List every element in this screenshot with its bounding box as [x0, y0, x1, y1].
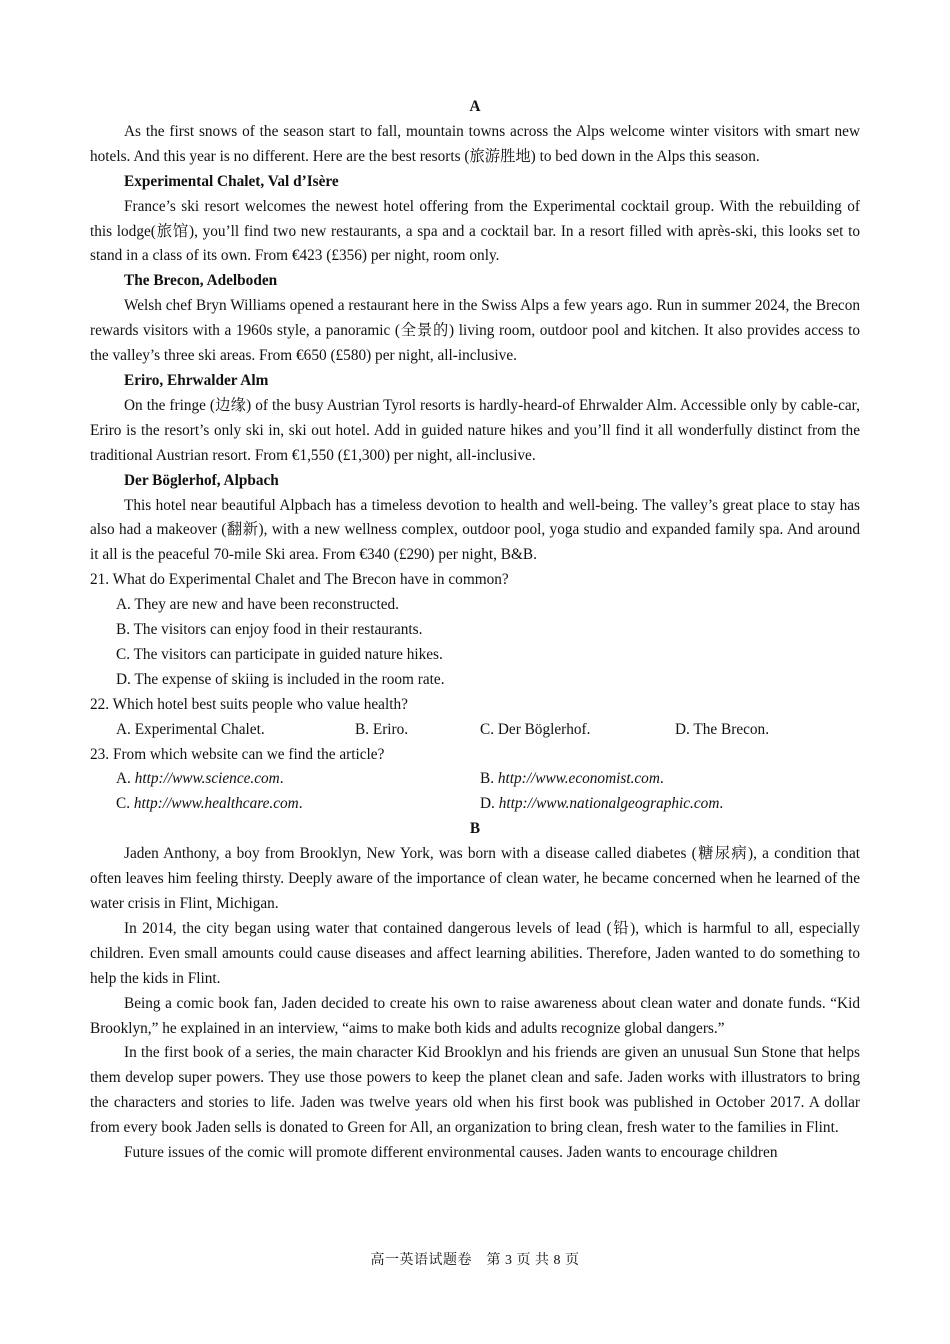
question-23-row-1	[90, 767, 860, 792]
question-23-option-c: C. http://www.healthcare.com.	[116, 795, 303, 813]
section-b-heading: B	[469, 820, 481, 838]
hotel-3-name: Eriro, Ehrwalder Alm	[124, 371, 269, 389]
question-21-option-a: A. They are new and have been reconstructed.	[116, 596, 400, 614]
section-b-paragraph-3: Being a comic book fan, Jaden decided to create his own to raise awareness about clean water and donate funds. “Kid Brooklyn,” he explained in an interview, “aims to make both kids and adults recognize global dangers.”	[90, 994, 860, 1037]
option-url: http://www.economist.com	[497, 770, 660, 788]
section-b-paragraph-4: In the first book of a series, the main character Kid Brooklyn and his friends are given an unusual Sun Stone that helps them develop super powers. They use those powers to keep the planet clean and safe. Jaden works with illustrators to bring the characters and stories to life. Jaden was twelve years old when his first book was published in October 2017. A dollar from every book Jaden sells is donated to Green for All, an organization to bring clean, fresh water to the families in Flint.	[90, 1044, 860, 1137]
question-22-option-d: D. The Brecon.	[675, 720, 770, 738]
question-21-option-d: D. The expense of skiing is included in the room rate.	[116, 670, 445, 688]
hotel-2-name: The Brecon, Adelboden	[124, 272, 278, 290]
question-21-stem: 21. What do Experimental Chalet and The Brecon have in common?	[90, 571, 509, 589]
question-21-option-c: C. The visitors can participate in guided nature hikes.	[116, 645, 443, 663]
hotel-4-text: This hotel near beautiful Alpbach has a timeless devotion to health and well-being. The valley’s great place to stay has also had a makeover (翻新), with a new wellness complex, outdoor pool, yoga studio and expanded family spa. And around it all is the peaceful 70-mile Ski area. From €340 (£290) per night, B&B.	[90, 496, 860, 564]
option-url: http://www.science.com	[134, 770, 280, 788]
section-b-paragraph-5: Future issues of the comic will promote different environmental causes. Jaden wants to encourage children	[124, 1144, 778, 1162]
question-22-option-a: A. Experimental Chalet.	[116, 720, 265, 738]
option-letter: D.	[480, 795, 495, 813]
option-letter: C.	[116, 795, 131, 813]
option-letter: A.	[116, 770, 131, 788]
question-22-options	[90, 718, 860, 743]
question-23-option-d: D. http://www.nationalgeographic.com.	[480, 795, 724, 813]
page-footer: 高一英语试题卷 第 3 页 共 8 页	[370, 1253, 580, 1268]
section-a-intro: As the first snows of the season start to fall, mountain towns across the Alps welcome winter visitors with smart new hotels. And this year is no different. Here are the best resorts (旅游胜地) to bed down in the Alps this season.	[90, 122, 860, 165]
question-23-stem: 23. From which website can we find the article?	[90, 745, 385, 763]
question-22-option-c: C. Der Böglerhof.	[480, 720, 591, 738]
hotel-1-text: France’s ski resort welcomes the newest hotel offering from the Experimental cocktail group. With the rebuilding of this lodge(旅馆), you’ll find two new restaurants, a spa and a cocktail bar. In a resort filled with après-ski, this looks set to stand in a class of its own. From €423 (£356) per night, room only.	[90, 197, 860, 265]
section-b-paragraph-2: In 2014, the city began using water that contained dangerous levels of lead (铅), which is harmful to all, especially children. Even small amounts could cause diseases and affect learning abilities. Therefore, Jaden wanted to do something to help the kids in Flint.	[90, 919, 860, 987]
question-23-option-a: A. http://www.science.com.	[116, 770, 284, 788]
option-letter: B.	[480, 770, 495, 788]
question-21-option-b: B. The visitors can enjoy food in their restaurants.	[116, 621, 423, 639]
hotel-3-text: On the fringe (边缘) of the busy Austrian Tyrol resorts is hardly-heard-of Ehrwalder Alm. Accessible only by cable-car, Eriro is the resort’s only ski in, ski out hotel. Add in guided nature hikes and you’ll find it all wonderfully distinct from the traditional Austrian resort. From €1,550 (£1,300) per night, all-inclusive.	[90, 396, 860, 464]
hotel-2-text: Welsh chef Bryn Williams opened a restaurant here in the Swiss Alps a few years ago. Run in summer 2024, the Brecon rewards visitors with a 1960s style, a panoramic (全景的) living room, outdoor pool and kitchen. It also provides access to the valley’s three ski areas. From €650 (£580) per night, all-inclusive.	[90, 297, 860, 365]
section-b-paragraph-1: Jaden Anthony, a boy from Brooklyn, New York, was born with a disease called diabetes (糖尿病), a condition that often leaves him feeling thirsty. Deeply aware of the importance of clean water, he became concerned when he learned of the water crisis in Flint, Michigan.	[90, 845, 860, 912]
option-url: http://www.healthcare.com	[133, 795, 299, 813]
question-23-option-b: B. http://www.economist.com.	[480, 770, 664, 788]
exam-page	[90, 95, 860, 1166]
hotel-1-name: Experimental Chalet, Val d’Isère	[124, 172, 339, 190]
section-a-heading: A	[469, 98, 481, 115]
question-22-stem: 22. Which hotel best suits people who value health?	[90, 695, 408, 713]
question-23-row-2	[90, 792, 860, 817]
hotel-4-name: Der Böglerhof, Alpbach	[124, 471, 279, 489]
option-url: http://www.nationalgeographic.com	[498, 795, 720, 813]
question-22-option-b: B. Eriro.	[355, 720, 409, 738]
